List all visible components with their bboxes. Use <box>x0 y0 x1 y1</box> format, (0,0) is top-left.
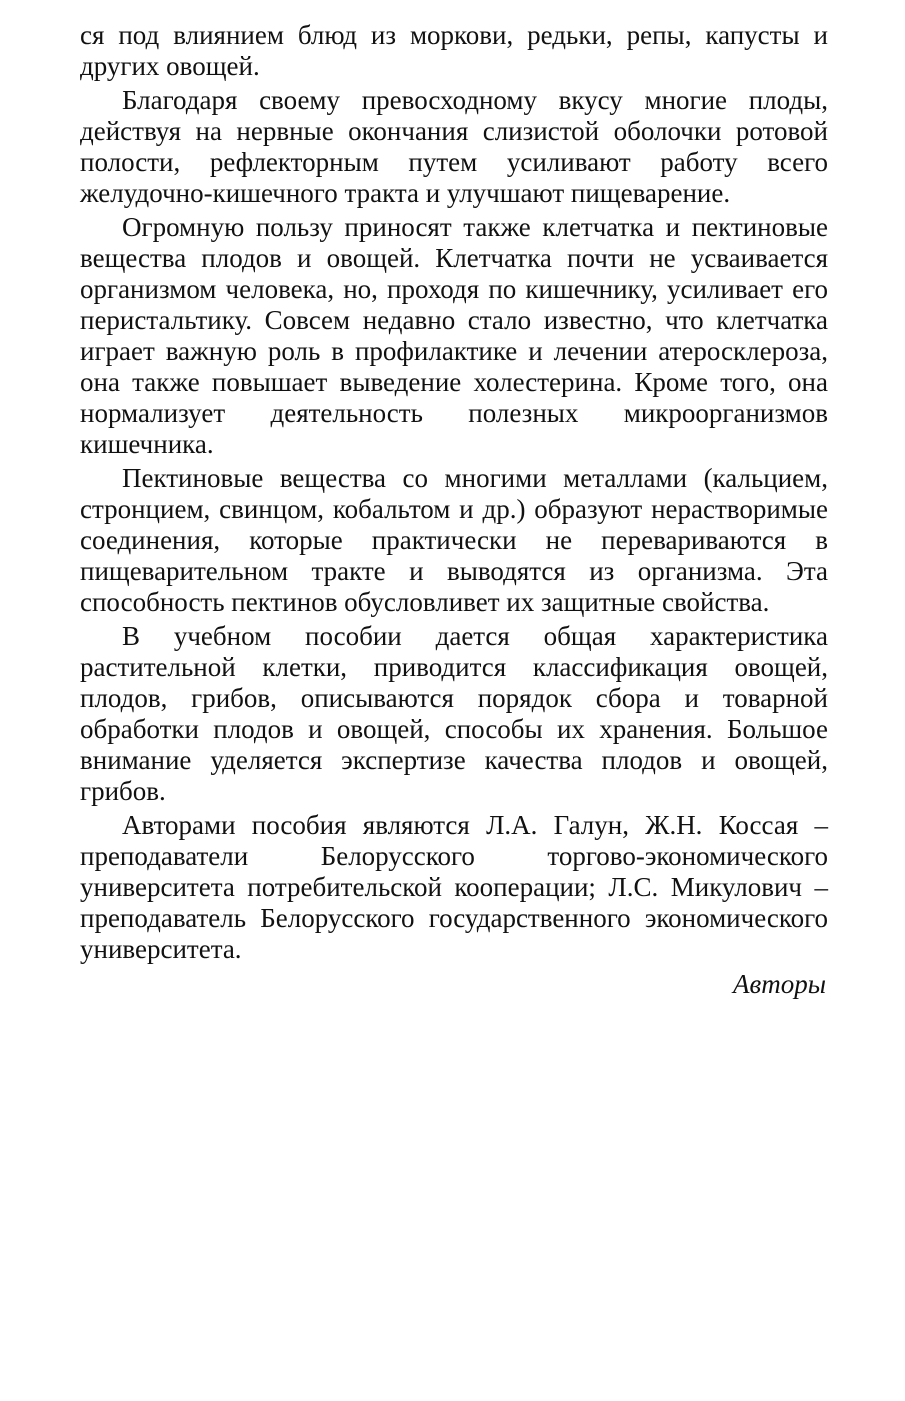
document-page <box>80 20 828 1000</box>
signature-authors: Авторы <box>733 969 826 999</box>
paragraph-fiber-pectin: Огромную пользу приносят также клетчатка и пектиновые вещества плодов и овощей. Клетчатка почти не усваивается организмом человека, но, проходя по кишечнику, усиливает его перистальтику. Совсем недавно стало известно, что клетчатка играет важную роль в профилактике и лечении атеросклероза, она также повышает выведение холестерина. Кроме того, она нормализует деятельность полезных микроорганизмов кишечника. <box>80 212 828 459</box>
paragraph-taste-digestion: Благодаря своему превосходному вкусу многие плоды, действуя на нервные окончания слизистой оболочки ротовой полости, рефлекторным путем усиливают работу всего желудочно-кишечного тракта и улучшают пищеварение. <box>80 85 828 208</box>
paragraph-textbook-contents: В учебном пособии дается общая характеристика растительной клетки, приводится классификация овощей, плодов, грибов, описываются порядок сбора и товарной обработки плодов и овощей, способы их хранения. Большое внимание уделяется экспертизе качества плодов и овощей, грибов. <box>80 621 828 806</box>
paragraph-continuation: ся под влиянием блюд из моркови, редьки, репы, капусты и других овощей. <box>80 20 828 81</box>
paragraph-pectin-metals: Пектиновые вещества со многими металлами (кальцием, стронцием, свинцом, кобальтом и др.) образуют нерастворимые соединения, которые практически не перевариваются в пищеварительном тракте и выводятся из организма. Эта способность пектинов обусловливет их защитные свойства. <box>80 463 828 617</box>
paragraph-authors-info: Авторами пособия являются Л.А. Галун, Ж.Н. Коссая – преподаватели Белорусского торгово-экономического университета потребительской кооперации; Л.С. Микулович – преподаватель Белорусского государственного экономического университета. <box>80 810 828 964</box>
